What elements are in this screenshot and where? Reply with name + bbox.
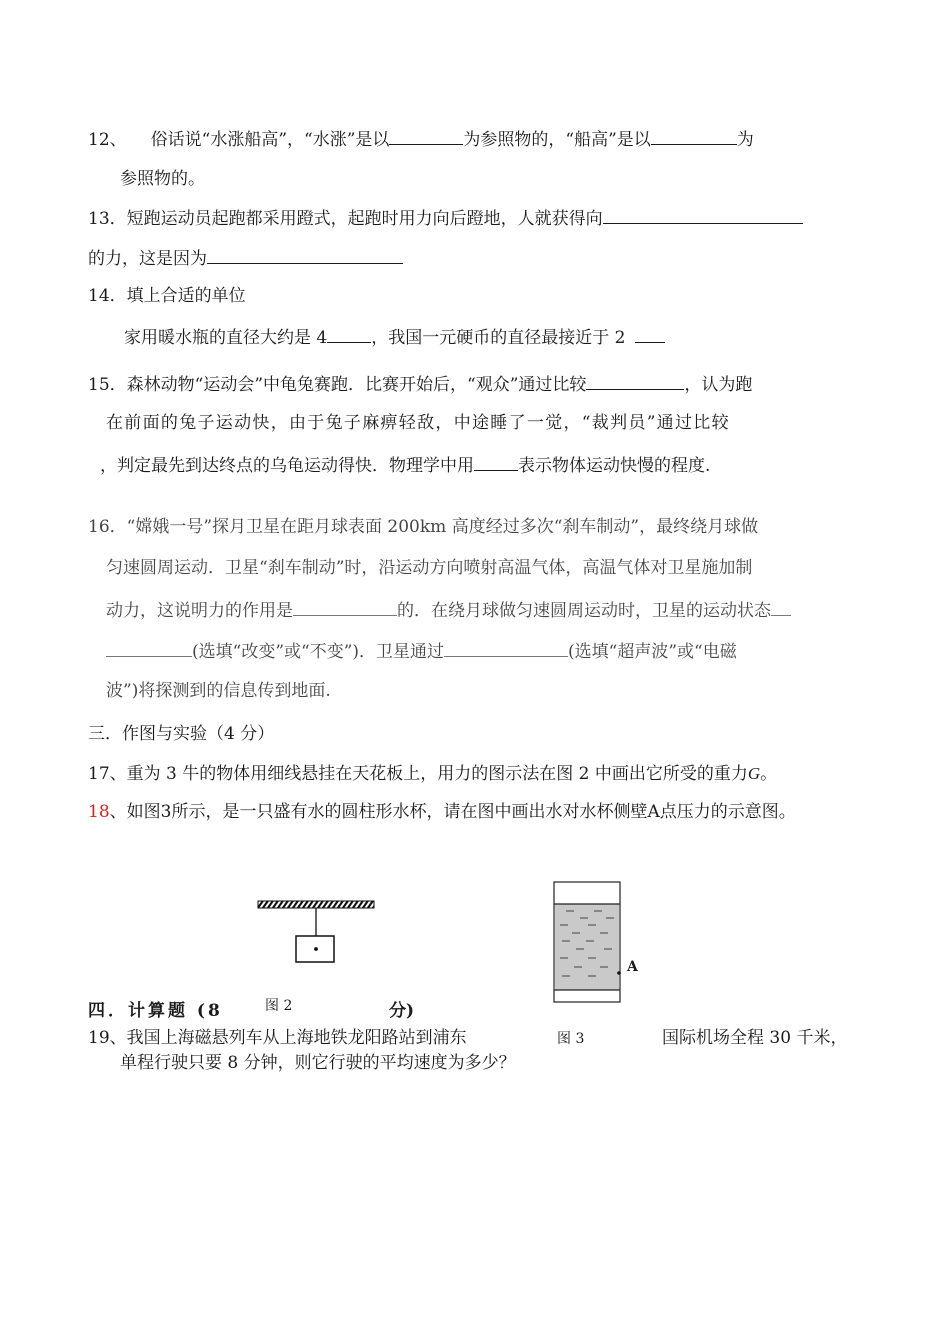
- q15-text-b: ，认为跑: [684, 375, 753, 395]
- q13-text-b: 的力，这是因为: [88, 249, 207, 269]
- q16-text-d: 的．在绕月球做匀速圆周运动时，卫星的运动状态: [397, 601, 771, 621]
- ceiling: [258, 901, 374, 908]
- q17-end: 。: [760, 764, 778, 784]
- q19-line2: 单程行驶只要 8 分钟，则它行驶的平均速度为多少？: [120, 1053, 516, 1073]
- q18-number: 18: [88, 802, 110, 822]
- q12-number: 12、: [88, 130, 127, 150]
- q14-title: 14．填上合适的单位: [88, 286, 246, 306]
- q13-line2: [88, 246, 403, 270]
- q15-text-e: 表示物体运动快慢的程度.: [518, 456, 711, 476]
- q16-line2: 匀速圆周运动．卫星“刹车制动”时，沿运动方向喷射高温气体，高温气体对卫星施加制: [106, 558, 753, 578]
- section3-heading: 三．作图与实验（4 分）: [88, 724, 275, 744]
- q19-line1-b: 国际机场全程 30 千米，: [662, 1028, 848, 1048]
- q16-line5: 波”)将探测到的信息传到地面.: [106, 681, 331, 701]
- q12-line2: 参照物的。: [120, 169, 205, 189]
- q19-line1-a: 19、我国上海磁悬列车从上海地铁龙阳路站到浦东: [88, 1028, 467, 1048]
- point-a: [617, 971, 621, 975]
- q15-line2: 在前面的兔子运动快，由于兔子麻痹轻敌，中途睡了一觉，“裁判员”通过比较: [106, 413, 730, 433]
- q15-text-a: 15．森林动物“运动会”中龟兔赛跑．比赛开始后，“观众”通过比较: [88, 375, 587, 395]
- q16-blank-2a[interactable]: [771, 598, 791, 616]
- q18-line: [88, 801, 796, 823]
- figure-3-caption: 图 3: [557, 1031, 585, 1047]
- q16-line1: 16．“嫦娥一号”探月卫星在距月球表面 200km 高度经过多次“刹车制动”，最终绕月球做: [88, 517, 759, 537]
- q12-line1: [88, 127, 754, 151]
- q15-line1: [88, 372, 752, 396]
- q15-text-d: ，判定最先到达终点的乌龟运动得快．物理学中用: [100, 456, 474, 476]
- q16-line3: [106, 598, 791, 622]
- q16-text-e: (选填“改变”或“不变”)．卫星通过: [192, 642, 445, 662]
- figure-2-caption: 图 2: [265, 998, 293, 1014]
- figure-2-hanging-object[interactable]: [255, 896, 377, 968]
- q16-text-c: 动力，这说明力的作用是: [106, 601, 293, 621]
- q12-text-a: 俗话说“水涨船高”，“水涨”是以: [150, 130, 390, 150]
- center-dot: [314, 947, 318, 951]
- q17-g-symbol: G: [747, 764, 761, 783]
- q14-line: [124, 325, 665, 349]
- q17-line: [88, 763, 777, 785]
- section4-heading: 四．计算题 (8: [88, 1001, 223, 1021]
- q14-blank-2[interactable]: [635, 325, 665, 343]
- q17-text: 17、重为 3 牛的物体用细线悬挂在天花板上，用力的图示法在图 2 中画出它所受的重力: [88, 764, 748, 784]
- q13-text-a: 13．短跑运动员起跑都采用蹬式，起跑时用力向后蹬地，人就获得向: [88, 209, 603, 229]
- q16-blank-3[interactable]: [444, 639, 568, 657]
- q12-text-c: 为: [736, 130, 754, 150]
- q16-line4: [106, 639, 737, 663]
- q16-blank-1[interactable]: [293, 598, 397, 616]
- q16-text-f: (选填“超声波”或“电磁: [568, 642, 737, 662]
- water: [555, 904, 619, 990]
- q12-blank-1[interactable]: [389, 127, 463, 145]
- q14-text-a: 家用暖水瓶的直径大约是 4: [124, 328, 328, 348]
- figure-3-point-label: A: [627, 959, 638, 975]
- q15-blank-2[interactable]: [474, 453, 518, 471]
- figure-3-water-cup[interactable]: [548, 878, 648, 1006]
- q14-blank-1[interactable]: [327, 325, 371, 343]
- q13-line1: [88, 206, 803, 230]
- q12-blank-2[interactable]: [651, 127, 737, 145]
- q16-blank-2b[interactable]: [106, 639, 192, 657]
- q14-text-b: ，我国一元硬币的直径最接近于 2: [371, 328, 626, 348]
- q15-blank-1[interactable]: [586, 372, 684, 390]
- q13-blank-1[interactable]: [603, 206, 803, 224]
- q12-text-b: 为参照物的，“船高”是以: [463, 130, 651, 150]
- q13-blank-2[interactable]: [207, 246, 403, 264]
- section4-heading-end: 分): [389, 1001, 415, 1021]
- q18-text: 、如图3所示，是一只盛有水的圆柱形水杯，请在图中画出水对水杯侧壁A点压力的示意图。: [109, 802, 796, 822]
- q15-line3: [100, 453, 710, 477]
